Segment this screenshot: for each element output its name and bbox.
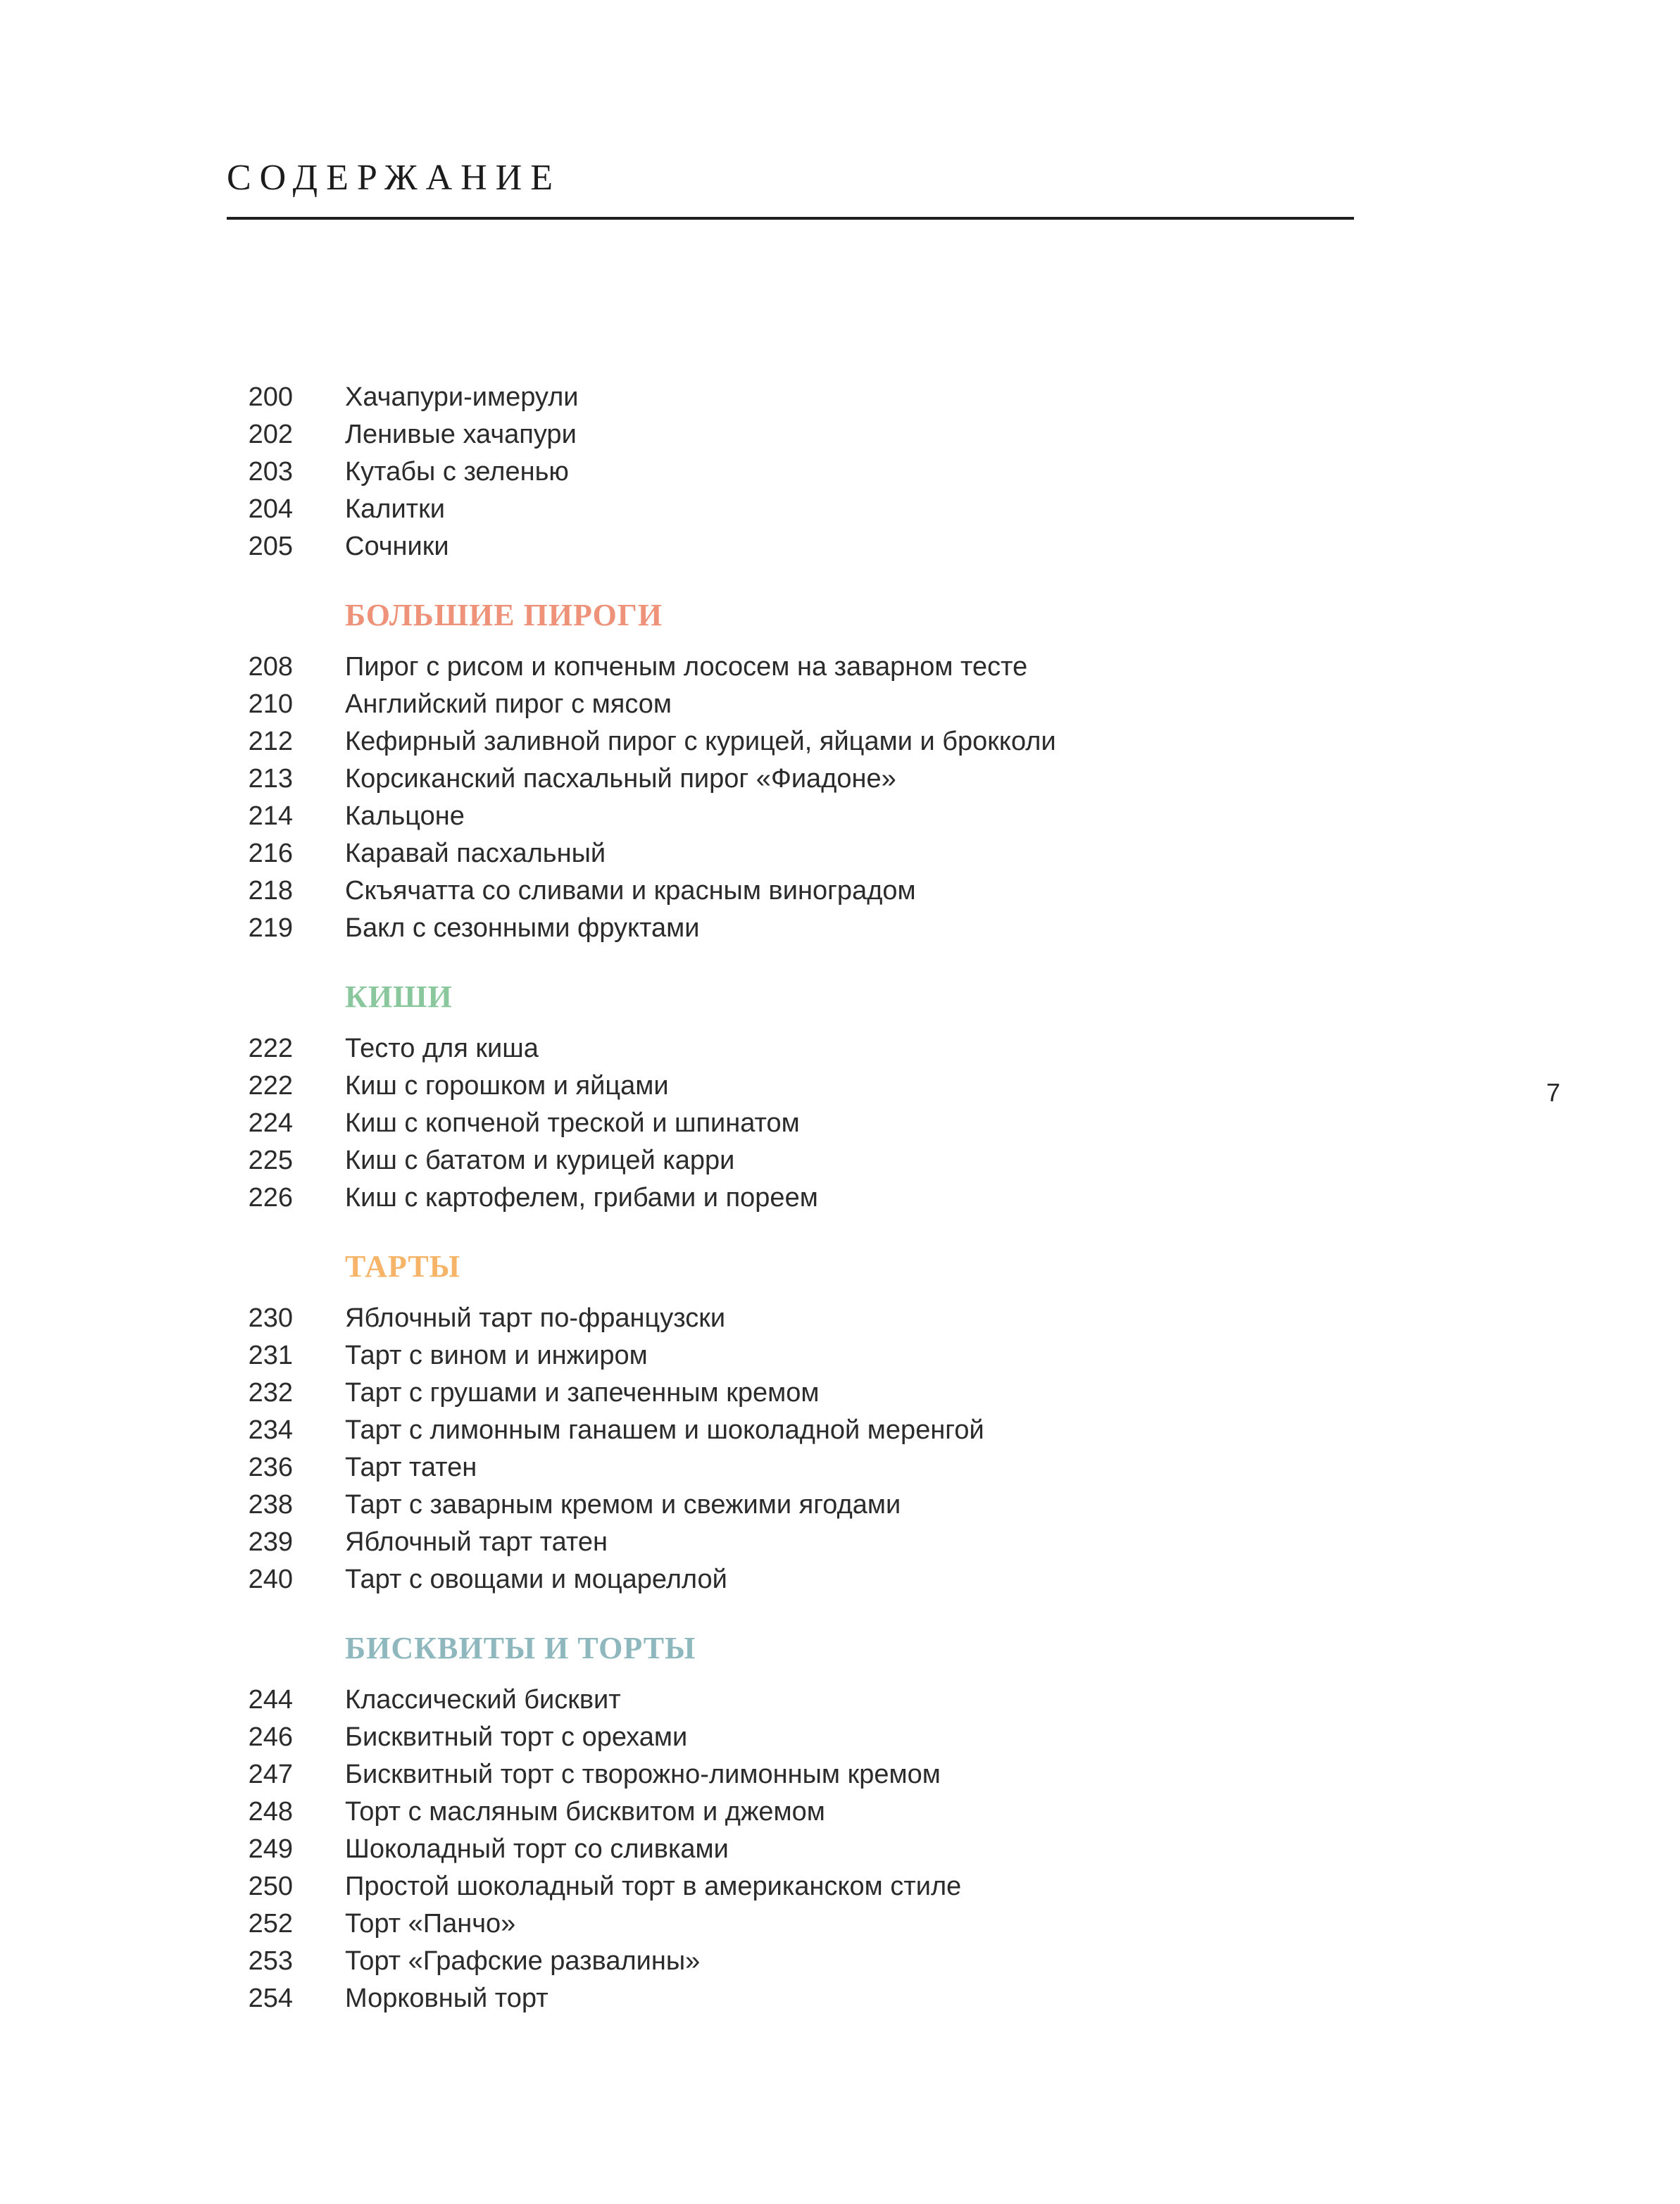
section-heading: ТАРТЫ [345, 1249, 460, 1284]
toc-row [225, 1905, 1465, 1943]
toc-row-page-number: 250 [248, 1872, 293, 1901]
toc-row [225, 379, 1465, 416]
toc-row [225, 910, 1465, 947]
toc-section [225, 1632, 1465, 2017]
toc-row-page-number: 248 [248, 1797, 293, 1827]
toc-row [225, 798, 1465, 835]
toc-row-title: Скъячатта со сливами и красным виноградом [345, 876, 916, 906]
toc-row-title: Бакл с сезонными фруктами [345, 913, 700, 943]
toc-row-page-number: 222 [248, 1034, 293, 1063]
toc-row-page-number: 249 [248, 1834, 293, 1864]
toc-row-page-number: 224 [248, 1108, 293, 1138]
section-heading: КИШИ [345, 979, 453, 1014]
toc-row-title: Киш с картофелем, грибами и пореем [345, 1183, 818, 1213]
toc-row-title: Тарт с грушами и запеченным кремом [345, 1378, 820, 1408]
toc-row-page-number: 214 [248, 801, 293, 831]
toc-row [225, 1868, 1465, 1905]
toc-row-page-number: 238 [248, 1490, 293, 1520]
toc-row-title: Морковный торт [345, 1984, 548, 2013]
toc-row-page-number: 212 [248, 727, 293, 756]
toc-row-page-number: 216 [248, 839, 293, 868]
toc-row [225, 453, 1465, 491]
toc-row [225, 1486, 1465, 1524]
toc-row-title: Хачапури-имерули [345, 382, 579, 412]
toc-row-title: Сочники [345, 532, 449, 561]
toc-row-title: Яблочный тарт татен [345, 1527, 608, 1557]
toc-row [225, 1756, 1465, 1793]
section-heading: БИСКВИТЫ И ТОРТЫ [345, 1631, 696, 1665]
toc-row-title: Английский пирог с мясом [345, 689, 672, 719]
page-title: СОДЕРЖАНИЕ [227, 158, 561, 198]
toc-row [225, 1943, 1465, 1980]
toc-row-page-number: 213 [248, 764, 293, 794]
toc-row [225, 1682, 1465, 1719]
toc-row [225, 1831, 1465, 1868]
toc-row [225, 1030, 1465, 1067]
toc-row-page-number: 219 [248, 913, 293, 943]
toc-row [225, 1719, 1465, 1756]
toc-row-page-number: 253 [248, 1946, 293, 1976]
toc-row [225, 723, 1465, 760]
toc-row-title: Тесто для киша [345, 1034, 539, 1063]
toc-row [225, 835, 1465, 872]
toc-row-title: Бисквитный торт с орехами [345, 1722, 688, 1752]
table-of-contents [225, 379, 1465, 2017]
toc-section [225, 599, 1465, 947]
toc-row [225, 686, 1465, 723]
page-header [227, 159, 561, 197]
toc-row-page-number: 254 [248, 1984, 293, 2013]
toc-section [225, 379, 1465, 565]
toc-row-page-number: 203 [248, 457, 293, 487]
toc-section [225, 981, 1465, 1217]
toc-row [225, 1412, 1465, 1449]
toc-row [225, 1105, 1465, 1142]
toc-row-title: Шоколадный торт со сливками [345, 1834, 729, 1864]
toc-row-title: Киш с бататом и курицей карри [345, 1146, 735, 1175]
toc-row-title: Тарт с вином и инжиром [345, 1341, 648, 1370]
toc-row-page-number: 226 [248, 1183, 293, 1213]
page-number-indicator: 7 [1546, 1078, 1561, 1107]
toc-row-page-number: 230 [248, 1303, 293, 1333]
toc-row-page-number: 252 [248, 1909, 293, 1939]
toc-row-page-number: 205 [248, 532, 293, 561]
toc-row-title: Кальцоне [345, 801, 465, 831]
toc-row-title: Классический бисквит [345, 1685, 621, 1715]
toc-row-title: Каравай пасхальный [345, 839, 606, 868]
toc-row-title: Тарт с заварным кремом и свежими ягодами [345, 1490, 901, 1520]
toc-row-title: Яблочный тарт по-французски [345, 1303, 726, 1333]
toc-row-page-number: 240 [248, 1565, 293, 1594]
toc-row-title: Ленивые хачапури [345, 420, 577, 449]
toc-row-title: Корсиканский пасхальный пирог «Фиадоне» [345, 764, 896, 794]
toc-row [225, 528, 1465, 565]
toc-row-page-number: 247 [248, 1760, 293, 1789]
toc-row-page-number: 234 [248, 1415, 293, 1445]
toc-row [225, 1793, 1465, 1831]
toc-row-page-number: 222 [248, 1071, 293, 1101]
toc-row-page-number: 231 [248, 1341, 293, 1370]
toc-row-title: Торт с масляным бисквитом и джемом [345, 1797, 825, 1827]
toc-row-title: Кефирный заливной пирог с курицей, яйцами и брокколи [345, 727, 1056, 756]
toc-row-title: Тарт с лимонным ганашем и шоколадной меренгой [345, 1415, 984, 1445]
toc-row-page-number: 232 [248, 1378, 293, 1408]
toc-section [225, 1251, 1465, 1598]
toc-row-page-number: 239 [248, 1527, 293, 1557]
toc-row [225, 760, 1465, 798]
toc-row [225, 491, 1465, 528]
toc-row-title: Киш с копченой треской и шпинатом [345, 1108, 800, 1138]
toc-row [225, 1980, 1465, 2017]
toc-row [225, 1300, 1465, 1337]
toc-row-page-number: 208 [248, 652, 293, 682]
toc-row [225, 1067, 1465, 1105]
toc-row-title: Тарт татен [345, 1453, 477, 1482]
toc-row [225, 1337, 1465, 1375]
toc-row [225, 1561, 1465, 1598]
toc-row [225, 1524, 1465, 1561]
toc-row-page-number: 244 [248, 1685, 293, 1715]
toc-row-title: Торт «Графские развалины» [345, 1946, 701, 1976]
toc-row-title: Пирог с рисом и копченым лососем на заварном тесте [345, 652, 1028, 682]
toc-row-page-number: 225 [248, 1146, 293, 1175]
toc-row-page-number: 236 [248, 1453, 293, 1482]
toc-row-title: Калитки [345, 494, 445, 524]
toc-row-title: Тарт с овощами и моцареллой [345, 1565, 727, 1594]
header-divider-rule [227, 217, 1354, 220]
toc-row [225, 1142, 1465, 1179]
toc-row [225, 1375, 1465, 1412]
toc-row-title: Кутабы с зеленью [345, 457, 569, 487]
toc-row [225, 416, 1465, 453]
toc-row-page-number: 218 [248, 876, 293, 906]
toc-row-title: Простой шоколадный торт в американском стиле [345, 1872, 962, 1901]
toc-row [225, 649, 1465, 686]
toc-row [225, 872, 1465, 910]
toc-row-page-number: 202 [248, 420, 293, 449]
toc-row [225, 1449, 1465, 1486]
toc-row-page-number: 246 [248, 1722, 293, 1752]
section-heading: БОЛЬШИЕ ПИРОГИ [345, 598, 663, 632]
toc-row-page-number: 200 [248, 382, 293, 412]
toc-row-title: Бисквитный торт с творожно-лимонным кремом [345, 1760, 941, 1789]
toc-row [225, 1179, 1465, 1217]
toc-row-title: Киш с горошком и яйцами [345, 1071, 669, 1101]
toc-row-title: Торт «Панчо» [345, 1909, 516, 1939]
toc-row-page-number: 204 [248, 494, 293, 524]
toc-row-page-number: 210 [248, 689, 293, 719]
